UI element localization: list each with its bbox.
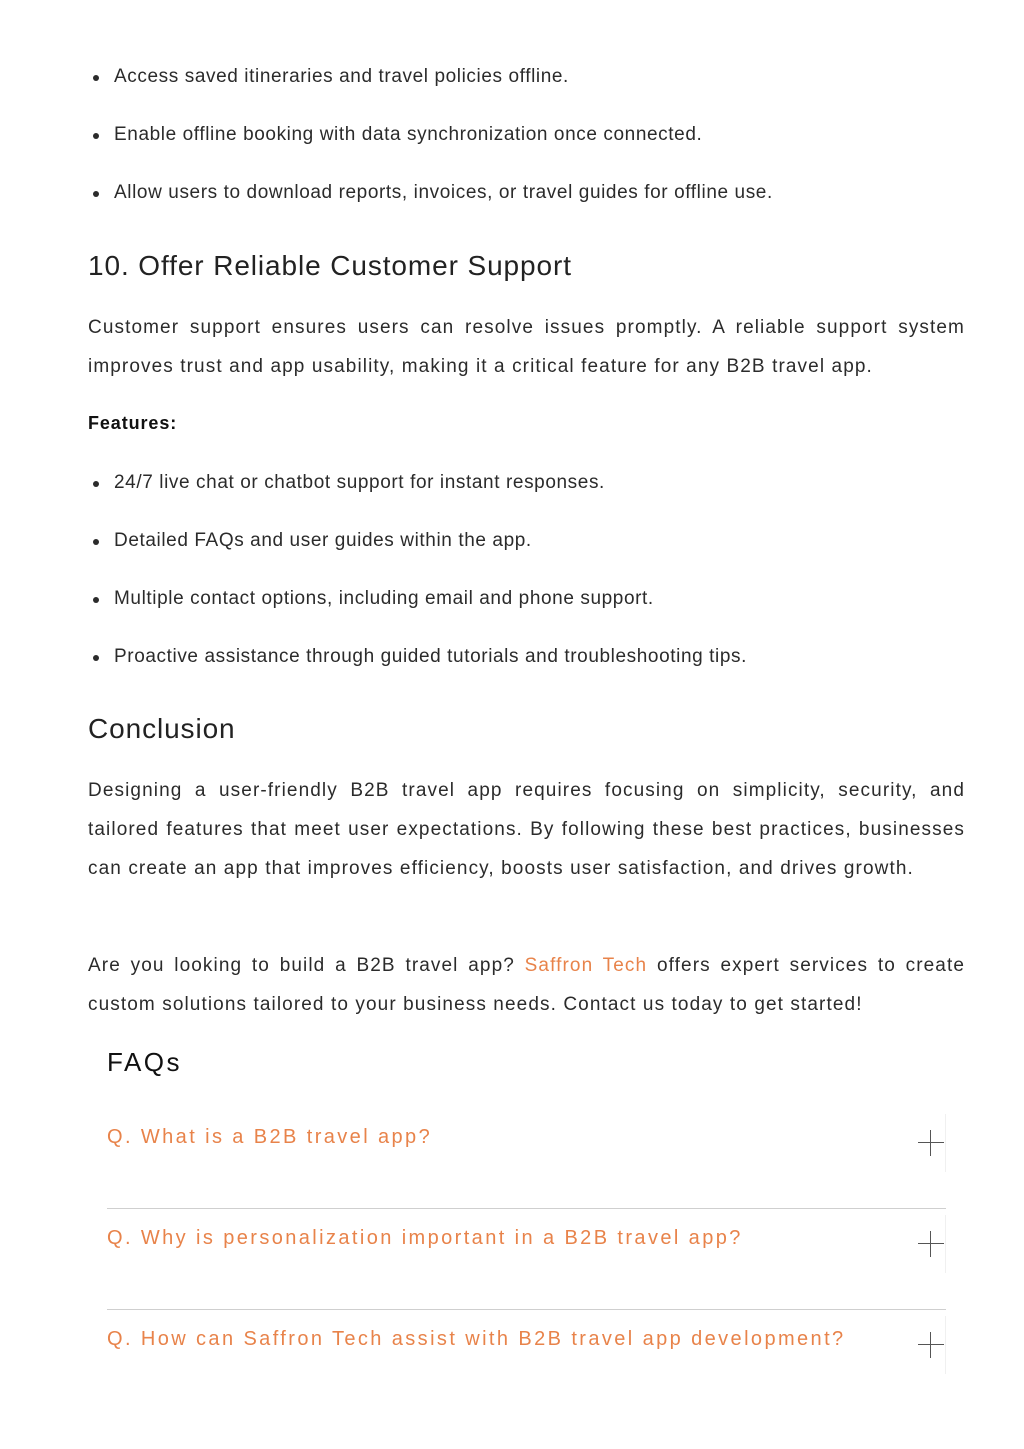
faq-question[interactable]: Q. What is a B2B travel app? — [107, 1126, 433, 1148]
features-label: Features: — [88, 413, 178, 433]
conclusion-paragraph: Designing a user-friendly B2B travel app requires focusing on simplicity, security, and tailored features that meet user expectations. By following these best practices, businesses can create an app that improves efficiency, boosts user satisfaction, and drives growth. — [88, 780, 965, 879]
section-heading-conclusion: Conclusion — [88, 713, 236, 744]
support-paragraph: Customer support ensures users can resolve issues promptly. A reliable support system improves trust and app usability, making it a critical feature for any B2B travel app. — [88, 317, 965, 377]
cta-text-after: offers expert services to create custom solutions tailored to your business needs. Contact us today to get started! — [88, 955, 966, 1015]
faq-item[interactable] — [107, 1209, 946, 1310]
faq-accordion — [107, 1108, 946, 1410]
support-features-list — [88, 471, 965, 703]
list-item: 24/7 live chat or chatbot support for instant responses. — [88, 471, 965, 495]
list-item: Enable offline booking with data synchronization once connected. — [88, 123, 965, 147]
cta-paragraph — [88, 946, 965, 1024]
faq-item[interactable] — [107, 1108, 946, 1209]
list-item: Detailed FAQs and user guides within the app. — [88, 529, 965, 553]
plus-icon — [918, 1231, 944, 1257]
saffron-tech-link[interactable]: Saffron Tech — [524, 955, 648, 976]
faq-toggle-button[interactable] — [918, 1114, 946, 1172]
plus-icon — [918, 1130, 944, 1156]
faq-title: FAQs — [107, 1047, 183, 1077]
faq-question[interactable]: Q. How can Saffron Tech assist with B2B travel app development? — [107, 1328, 846, 1350]
faq-toggle-button[interactable] — [918, 1215, 946, 1273]
list-item: Allow users to download reports, invoices, or travel guides for offline use. — [88, 181, 965, 205]
faq-item[interactable] — [107, 1310, 946, 1410]
plus-icon — [918, 1332, 944, 1358]
list-item: Access saved itineraries and travel policies offline. — [88, 65, 965, 89]
toggle-divider — [945, 1114, 946, 1172]
list-item: Proactive assistance through guided tutorials and troubleshooting tips. — [88, 645, 965, 669]
faq-toggle-button[interactable] — [918, 1316, 946, 1374]
faq-question[interactable]: Q. Why is personalization important in a B2B travel app? — [107, 1227, 743, 1249]
cta-text-before: Are you looking to build a B2B travel app? — [88, 955, 525, 976]
toggle-divider — [945, 1316, 946, 1374]
offline-features-list — [88, 65, 965, 239]
toggle-divider — [945, 1215, 946, 1273]
list-item: Multiple contact options, including email and phone support. — [88, 587, 965, 611]
section-heading-support: 10. Offer Reliable Customer Support — [88, 250, 572, 281]
